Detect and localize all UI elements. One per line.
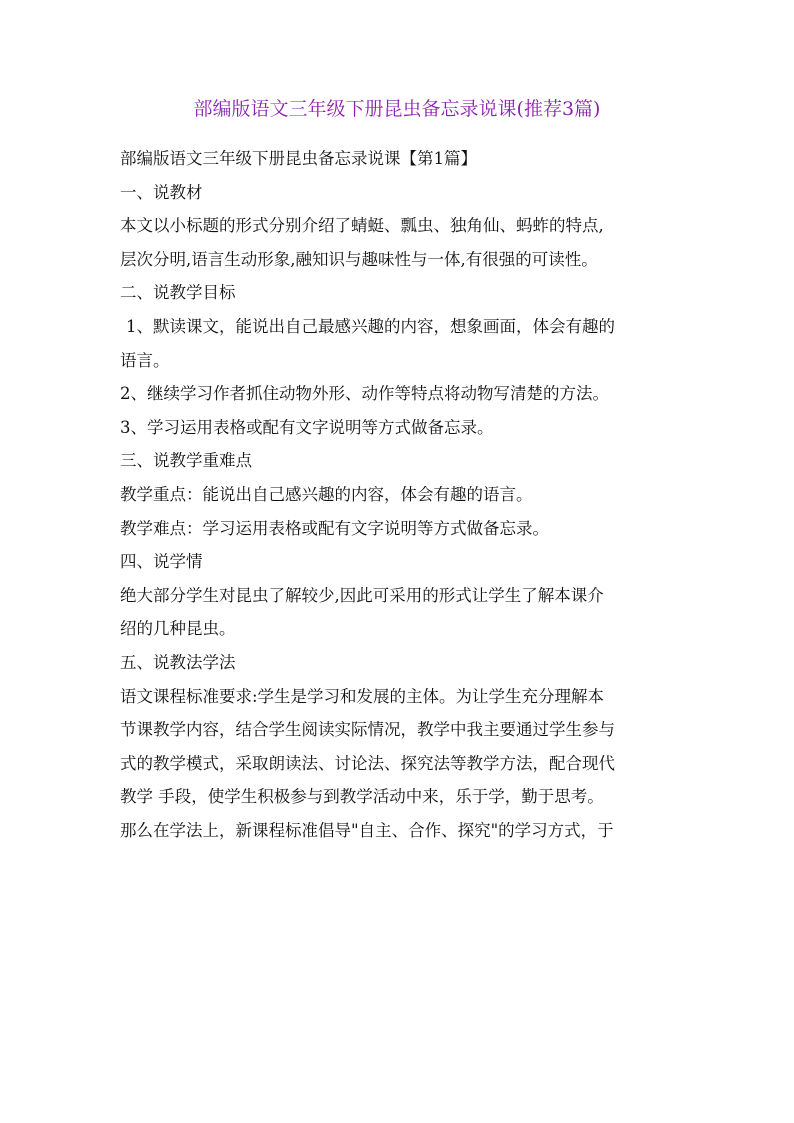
paragraph-line: 3、学习运用表格或配有文字说明等方式做备忘录。 bbox=[120, 417, 494, 437]
paragraph-line: 1、默读课文，能说出自己最感兴趣的内容，想象画面，体会有趣的 bbox=[126, 316, 615, 336]
section-heading-key-points: 三、说教学重难点 bbox=[120, 451, 252, 471]
paragraph-line: 节课教学内容，结合学生阅读实际情况，教学中我主要通过学生参与 bbox=[120, 720, 615, 740]
section-heading-part-1: 部编版语文三年级下册昆虫备忘录说课【第1篇】 bbox=[120, 149, 477, 168]
paragraph-line: 教学 手段，使学生积极参与到教学活动中来，乐于学，勤于思考。 bbox=[120, 787, 604, 807]
paragraph-line: 教学重点：能说出自己感兴趣的内容，体会有趣的语言。 bbox=[120, 484, 533, 504]
paragraph-line: 式的教学模式，采取朗读法、讨论法、探究法等教学方法，配合现代 bbox=[120, 753, 615, 773]
paragraph-line: 绍的几种昆虫。 bbox=[120, 619, 236, 639]
paragraph-line: 本文以小标题的形式分别介绍了蜻蜓、瓢虫、独角仙、蚂蚱的特点, bbox=[120, 216, 604, 236]
section-heading-students: 四、说学情 bbox=[120, 552, 203, 572]
paragraph-line: 那么在学法上，新课程标准倡导"自主、合作、探究"的学习方式，于 bbox=[120, 820, 614, 840]
document-title: 部编版语文三年级下册昆虫备忘录说课(推荐3篇) bbox=[193, 98, 601, 120]
document-body bbox=[120, 142, 680, 847]
paragraph-line: 语文课程标准要求:学生是学习和发展的主体。为让学生充分理解本 bbox=[120, 686, 605, 706]
paragraph-line: 教学难点：学习运用表格或配有文字说明等方式做备忘录。 bbox=[120, 518, 549, 538]
paragraph-line: 2、继续学习作者抓住动物外形、动作等特点将动物写清楚的方法。 bbox=[120, 384, 609, 404]
paragraph-line: 绝大部分学生对昆虫了解较少,因此可采用的形式让学生了解本课介 bbox=[120, 585, 604, 605]
section-heading-goals: 二、说教学目标 bbox=[120, 283, 236, 303]
section-heading-methods: 五、说教法学法 bbox=[120, 652, 236, 672]
paragraph-line: 层次分明,语言生动形象,融知识与趣味性与一体,有很强的可读性。 bbox=[120, 249, 598, 269]
section-heading-textbook: 一、说教材 bbox=[120, 182, 203, 202]
paragraph-line: 语言。 bbox=[120, 350, 170, 370]
